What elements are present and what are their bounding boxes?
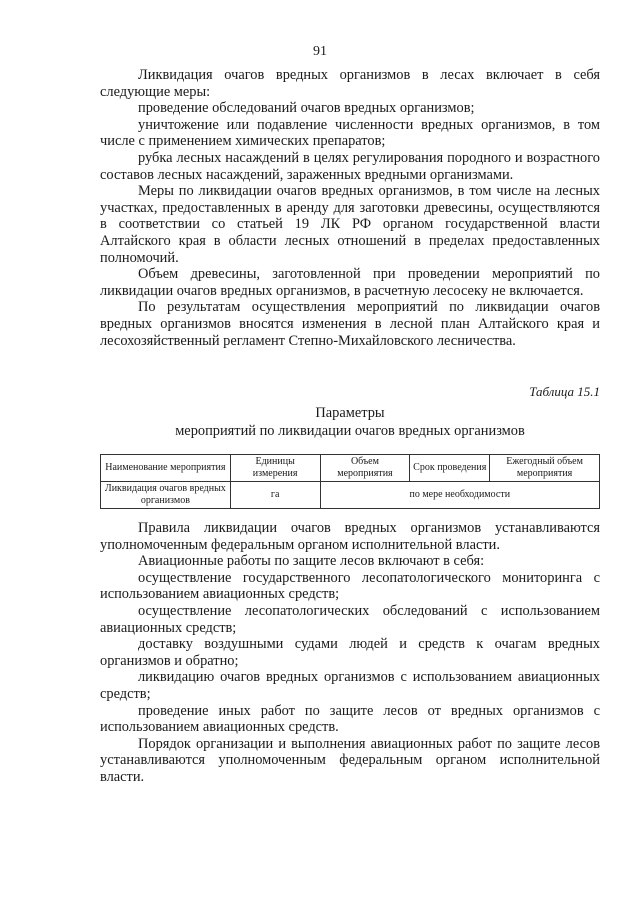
paragraph: проведение обследований очагов вредных организмов; xyxy=(138,100,475,117)
table-header-row xyxy=(101,455,600,482)
page-number: 91 xyxy=(313,44,327,59)
table-title-line: Параметры xyxy=(315,405,385,421)
column-header: Наименование мероприятия xyxy=(101,455,231,482)
paragraph: проведение иных работ по защите лесов от вредных организмов с использованием авиационных средств. xyxy=(100,702,600,736)
paragraph: Меры по ликвидации очагов вредных организмов, в том числе на лесных участках, предоставленных в аренду для заготовки древесины, осуществляются в соответствии со статьей 19 ЛК РФ органом государственной власти Алтайского края в области лесных отношений в пределах предоставленных полномочий. xyxy=(100,183,600,266)
column-header: Единицы измерения xyxy=(230,455,320,482)
paragraph: Авиационные работы по защите лесов включают в себя: xyxy=(138,553,485,570)
table-title xyxy=(100,404,600,440)
body-text-top xyxy=(100,67,600,349)
paragraph: Порядок организации и выполнения авиационных работ по защите лесов устанавливаются уполномоченным федеральным органом исполнительной власти. xyxy=(100,735,600,785)
table-cell-merged: по мере необходимости xyxy=(320,482,599,509)
paragraph: доставку воздушными судами людей и средств к очагам вредных организмов и обратно; xyxy=(100,636,600,669)
paragraph: осуществление лесопатологических обследований с использованием авиационных средств; xyxy=(100,602,600,636)
paragraph: ликвидацию очагов вредных организмов с использованием авиационных средств; xyxy=(100,669,600,702)
paragraph: Объем древесины, заготовленной при проведении мероприятий по ликвидации очагов вредных организмов, в расчетную лесосеку не включается. xyxy=(100,266,600,299)
body-text-bottom xyxy=(100,520,600,786)
column-header: Срок проведения xyxy=(410,455,490,482)
table-caption: Таблица 15.1 xyxy=(529,384,600,399)
parameters-table xyxy=(100,454,600,509)
table-row xyxy=(101,482,600,509)
column-header: Объем мероприятия xyxy=(320,455,410,482)
table-cell: Ликвидация очагов вредных организмов xyxy=(101,482,231,509)
table-subtitle-line: мероприятий по ликвидации очагов вредных организмов xyxy=(175,423,525,439)
paragraph: Правила ликвидации очагов вредных организмов устанавливаются уполномоченным федеральным органом исполнительной власти. xyxy=(100,520,600,553)
table-cell: га xyxy=(230,482,320,509)
paragraph: Ликвидация очагов вредных организмов в лесах включает в себя следующие меры: xyxy=(100,67,600,100)
paragraph: уничтожение или подавление численности вредных организмов, в том числе с применением химических препаратов; xyxy=(100,116,600,150)
paragraph: рубка лесных насаждений в целях регулирования породного и возрастного составов лесных насаждений, зараженных вредными организмами. xyxy=(100,149,600,183)
column-header: Ежегодный объем мероприятия xyxy=(490,455,600,482)
paragraph: осуществление государственного лесопатологического мониторинга с использованием авиационных средств; xyxy=(100,569,600,603)
paragraph: По результатам осуществления мероприятий по ликвидации очагов вредных организмов вносятся изменения в лесной план Алтайского края и лесохозяйственный регламент Степно-Михайловского лесничества. xyxy=(100,299,600,349)
